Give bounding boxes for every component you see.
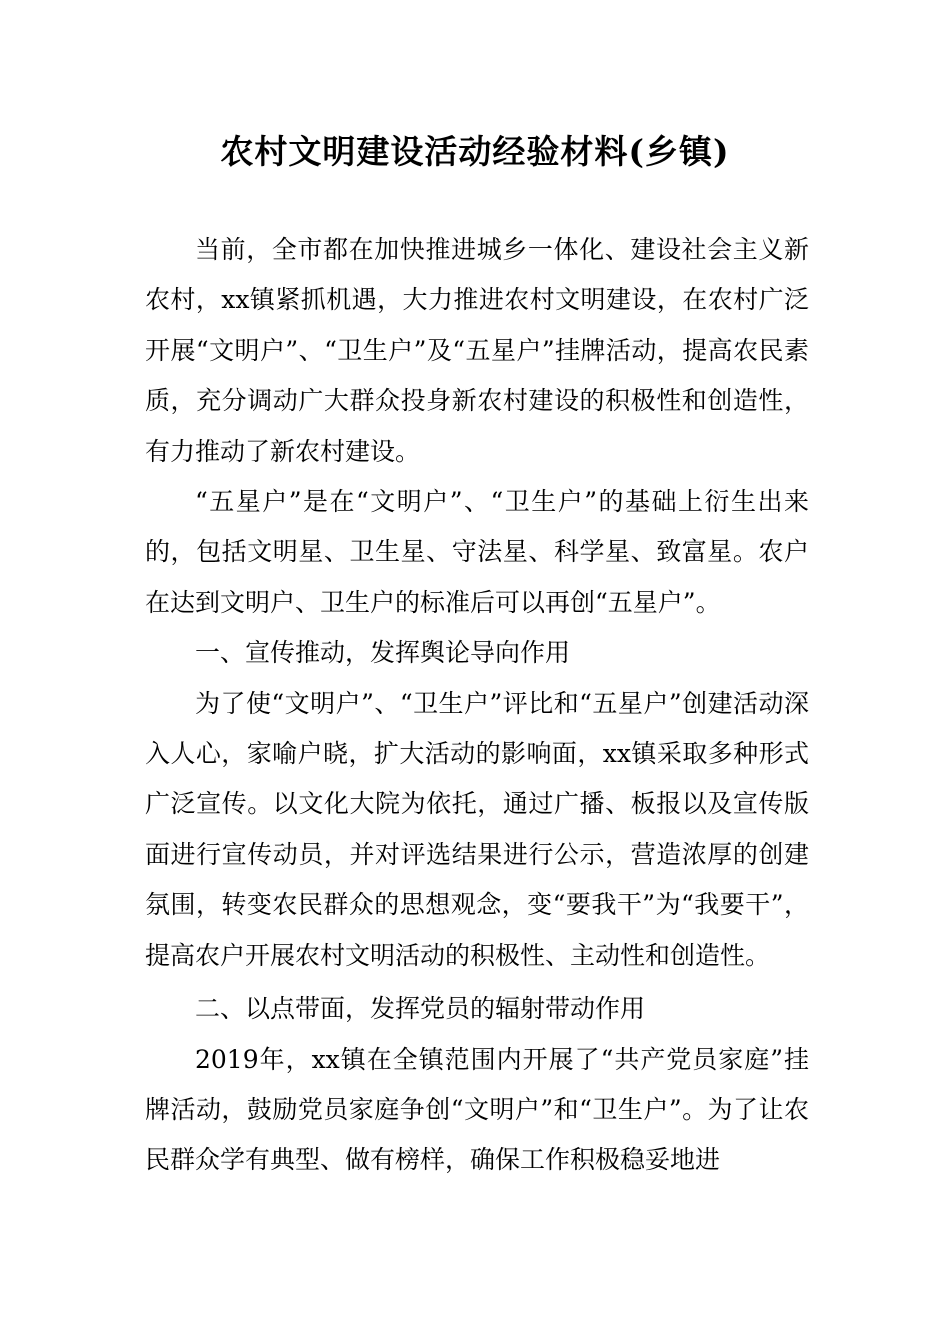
paragraph-five-star: “五星户”是在“文明户”、“卫生户”的基础上衍生出来的，包括文明星、卫生星、守法星、科学星、致富星。农户在达到文明户、卫生户的标准后可以再创“五星户”。 [145, 487, 809, 617]
section-heading-2: 二、以点带面，发挥党员的辐射带动作用 [195, 994, 646, 1024]
paragraph-intro: 当前，全市都在加快推进城乡一体化、建设社会主义新农村，xx镇紧抓机遇，大力推进农村文明建设，在农村广泛开展“文明户”、“卫生户”及“五星户”挂牌活动，提高农民素质，充分调动广大群众投身新农村建设的积极性和创造性，有力推动了新农村建设。 [145, 235, 809, 466]
document-body [145, 225, 809, 1186]
document-title: 农村文明建设活动经验材料(乡镇) [220, 132, 730, 171]
section-heading-1: 一、宣传推动，发挥舆论导向作用 [195, 638, 571, 668]
paragraph-publicity: 为了使“文明户”、“卫生户”评比和“五星户”创建活动深入人心，家喻户晓，扩大活动的影响面，xx镇采取多种形式广泛宣传。以文化大院为依托，通过广播、板报以及宣传版面进行宣传动员，并对评选结果进行公示，营造浓厚的创建氛围，转变农民群众的思想观念，变“要我干”为“我要干”，提高农户开展农村文明活动的积极性、主动性和创造性。 [145, 688, 809, 970]
paragraph-party-members: 2019年，xx镇在全镇范围内开展了“共产党员家庭”挂牌活动，鼓励党员家庭争创“文明户”和“卫生户”。为了让农民群众学有典型、做有榜样，确保工作积极稳妥地进 [145, 1044, 809, 1175]
